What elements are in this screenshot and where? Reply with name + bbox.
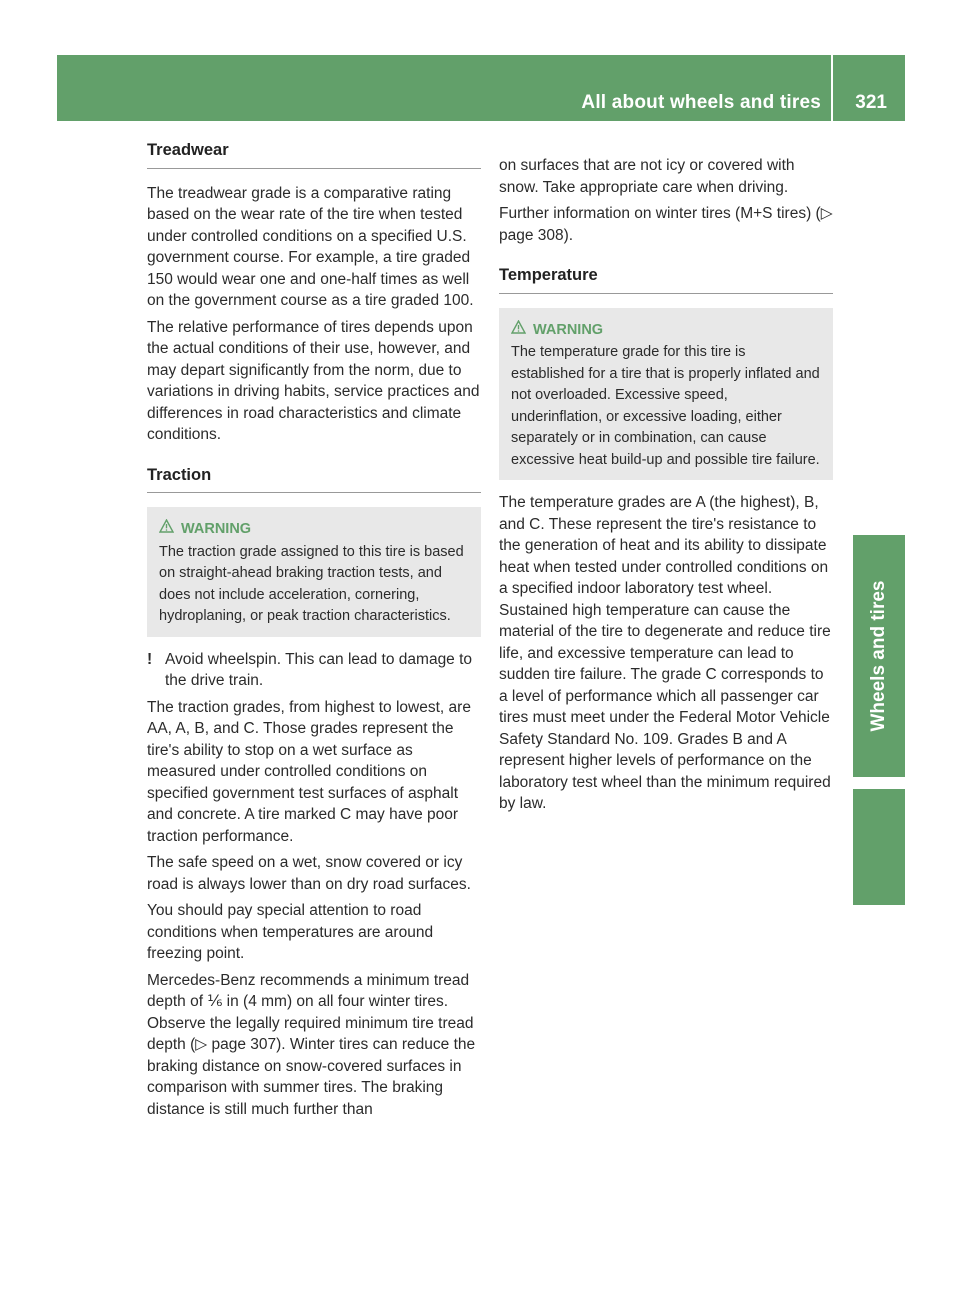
warning-title: WARNING [181, 521, 252, 537]
treadwear-paragraph-1: The treadwear grade is a comparative rating based on the wear rate of the tire when tested under controlled conditions on a specified U.S. government course. For example, a tire graded 150 would wear one and one-half times as well on the government course as a tire graded 100. [147, 184, 474, 309]
warning-triangle-icon [159, 519, 181, 541]
header-divider [831, 55, 833, 121]
traction-paragraph-2: The safe speed on a wet, snow covered or icy road is always lower than on dry road surfaces. [147, 854, 471, 893]
right-column [499, 155, 833, 820]
warning-box-traction [147, 507, 481, 637]
temperature-paragraph-1: The temperature grades are A (the highest), B, and C. These represent the tire's resistance to the generation of heat and its ability to dissipate heat when tested under controlled conditions on a specified indoor laboratory test wheel. Sustained high temperature can cause the material of the tire to degenerate and reduce tire life, and excessive temperature can lead to sudden tire failure. The grade C corresponds to a level of performance which all passenger car tires must meet under the Federal Motor Vehicle Safety Standard No. 109. Grades B and A represent higher levels of performance on the laboratory test wheel than the minimum required by law. [499, 494, 831, 812]
left-column [147, 140, 481, 1125]
spacer [499, 251, 833, 265]
traction-paragraph-1: The traction grades, from highest to lowest, are AA, A, B, and C. Those grades represent the tire's ability to stop on a wet surface as measured under controlled conditions on specified government test surfaces of asphalt and concrete. A tire marked C may have poor traction performance. [147, 698, 471, 845]
page-header [57, 55, 905, 121]
side-tab [853, 535, 905, 777]
section-heading-traction: Traction [147, 465, 481, 494]
header-title: All about wheels and tires [581, 92, 821, 113]
section-heading-temperature: Temperature [499, 265, 833, 294]
warning-triangle-icon [511, 320, 533, 342]
section-heading-treadwear: Treadwear [147, 140, 481, 169]
warning-text: The traction grade assigned to this tire is based on straight-ahead braking traction tests, and does not include acceleration, cornering, hydroplaning, or peak traction characteristics. [159, 543, 464, 624]
notice-exclamation-icon: ! [147, 650, 153, 668]
warning-header [511, 320, 821, 342]
warning-text: The temperature grade for this tire is established for a tire that is properly inflated and not overloaded. Excessive speed, underinflation, or excessive loading, either separately or in combination, can cause excessive heat build-up and possible tire failure. [511, 344, 820, 468]
notice-damage [147, 649, 481, 692]
warning-header [159, 519, 469, 541]
traction-paragraph-4: Mercedes-Benz recommends a minimum tread depth of ⅙ in (4 mm) on all four winter tires. Observe the legally required minimum tire tread depth (▷ page 307). Winter tires can reduce the braking distance on snow-covered surfaces in comparison with summer tires. The braking distance is still much further than [147, 971, 476, 1118]
side-tab-label: Wheels and tires [868, 580, 889, 732]
treadwear-paragraph-2: The relative performance of tires depends upon the actual conditions of their use, however, and may depart significantly from the norm, due to variations in driving habits, service practices and differences in road characteristics and climate conditions. [147, 318, 480, 443]
traction-paragraph-3: You should pay special attention to road conditions when temperatures are around freezing point. [147, 902, 434, 962]
continued-paragraph: on surfaces that are not icy or covered with snow. Take appropriate care when driving. [499, 157, 795, 196]
spacer [147, 451, 481, 465]
warning-title: WARNING [533, 321, 604, 338]
warning-box-temperature [499, 308, 833, 481]
notice-text: Avoid wheelspin. This can lead to damage to the drive train. [165, 650, 473, 689]
winter-tires-reference: Further information on winter tires (M+S tires) (▷ page 308). [499, 205, 833, 244]
page-number: 321 [855, 92, 887, 113]
side-tab-block [853, 789, 905, 905]
